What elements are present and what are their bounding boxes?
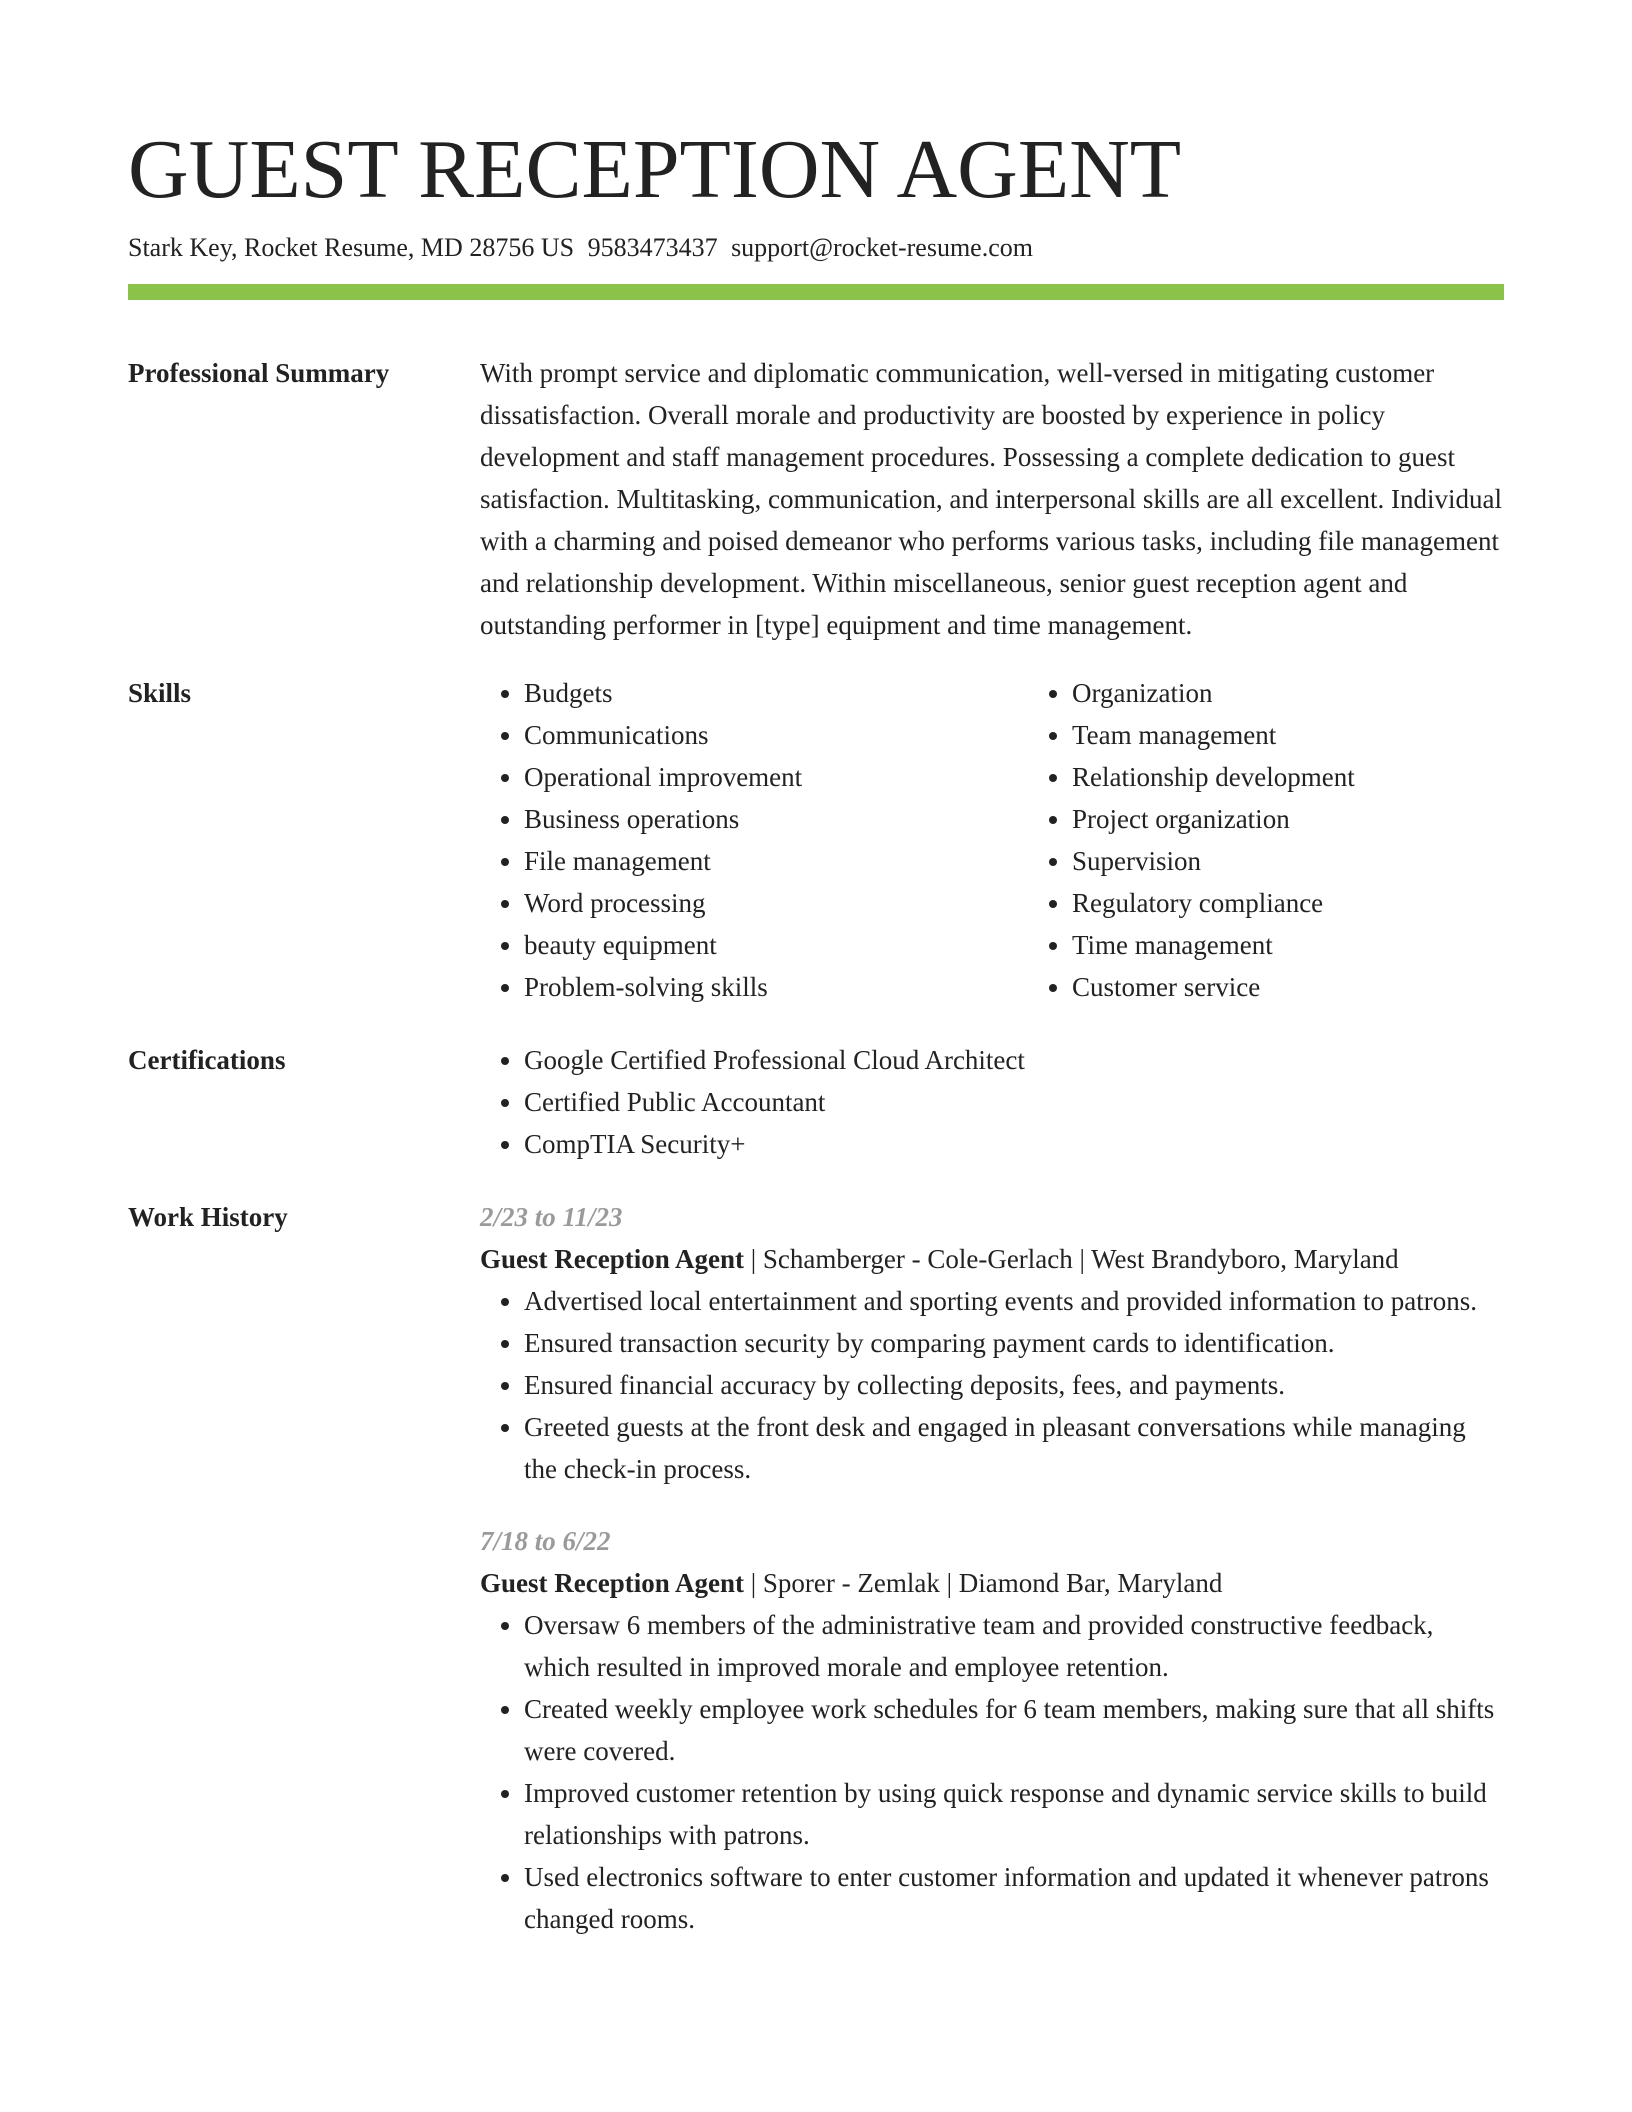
accent-divider — [128, 284, 1504, 300]
certification-item: • Certified Public Accountant — [524, 1081, 1504, 1123]
contact-line — [128, 230, 1504, 266]
job-title: Guest Reception Agent — [480, 1244, 744, 1274]
summary-text: With prompt service and diplomatic communication, well-versed in mitigating customer dissatisfaction. Overall morale and productivity are boosted by experience in policy development and staff management procedures. Possessing a complete dedication to guest satisfaction. Multitasking, communication, and interpersonal skills are all excellent. Individual with a charming and poised demeanor who performs various tasks, including file management and relationship development. Within miscellaneous, senior guest reception agent and outstanding performer in [type] equipment and time management. — [480, 358, 1502, 640]
resume-name: GUEST RECEPTION AGENT — [128, 123, 1182, 216]
certifications-list — [480, 1039, 1504, 1165]
job-details: | Sporer - Zemlak | Diamond Bar, Maryland — [743, 1568, 1223, 1598]
job-title: Guest Reception Agent — [480, 1568, 744, 1598]
skill-item: • beauty equipment — [524, 924, 1028, 966]
skill-item: • Problem-solving skills — [524, 966, 1028, 1008]
job-duty-item: • Ensured financial accuracy by collecting deposits, fees, and payments. — [524, 1364, 1504, 1406]
job-duty-item: • Used electronics software to enter customer information and updated it whenever patrons changed rooms. — [524, 1856, 1504, 1940]
skill-item: • File management — [524, 840, 1028, 882]
section-title-work-history: Work History — [128, 1202, 288, 1232]
job-dates: 7/18 to 6/22 — [480, 1526, 611, 1556]
certification-item: • CompTIA Security+ — [524, 1123, 1504, 1165]
contact-phone: 9583473437 — [587, 233, 718, 262]
skill-item: • Operational improvement — [524, 756, 1028, 798]
contact-email: support@rocket-resume.com — [731, 233, 1033, 262]
section-title-summary: Professional Summary — [128, 358, 390, 388]
skill-item: • Word processing — [524, 882, 1028, 924]
skills-list-right — [1028, 672, 1504, 1008]
certifications-body — [480, 1039, 1504, 1165]
summary-body — [480, 352, 1504, 646]
job-duties-list — [480, 1280, 1504, 1490]
skill-item: • Communications — [524, 714, 1028, 756]
skills-section — [128, 672, 1504, 1008]
skill-item: • Customer service — [1072, 966, 1504, 1008]
skill-item: • Business operations — [524, 798, 1028, 840]
skill-item: • Relationship development — [1072, 756, 1504, 798]
skill-item: • Project organization — [1072, 798, 1504, 840]
skill-item: • Budgets — [524, 672, 1028, 714]
job-duty-item: • Greeted guests at the front desk and engaged in pleasant conversations while managing the check-in process. — [524, 1406, 1504, 1490]
skill-item: • Time management — [1072, 924, 1504, 966]
section-title-skills: Skills — [128, 678, 192, 708]
certifications-section — [128, 1039, 1504, 1165]
job-heading — [480, 1562, 1504, 1604]
skills-list-left — [480, 672, 1028, 1008]
job-duty-item: • Ensured transaction security by comparing payment cards to identification. — [524, 1322, 1504, 1364]
skill-item: • Team management — [1072, 714, 1504, 756]
job-heading — [480, 1238, 1504, 1280]
job-duty-item: • Improved customer retention by using quick response and dynamic service skills to build relationships with patrons. — [524, 1772, 1504, 1856]
job-details: | Schamberger - Cole-Gerlach | West Brandyboro, Maryland — [743, 1244, 1399, 1274]
certification-item: • Google Certified Professional Cloud Architect — [524, 1039, 1504, 1081]
skill-item: • Regulatory compliance — [1072, 882, 1504, 924]
job-entry — [480, 1196, 1504, 1490]
summary-section — [128, 352, 1504, 646]
skill-item: • Organization — [1072, 672, 1504, 714]
skills-grid — [480, 672, 1504, 1008]
section-title-certifications: Certifications — [128, 1045, 286, 1075]
job-duty-item: • Created weekly employee work schedules for 6 team members, making sure that all shifts were covered. — [524, 1688, 1504, 1772]
work-history-section — [128, 1196, 1504, 1940]
job-duty-item: • Oversaw 6 members of the administrative team and provided constructive feedback, which resulted in improved morale and employee retention. — [524, 1604, 1504, 1688]
job-duties-list — [480, 1604, 1504, 1940]
skill-item: • Supervision — [1072, 840, 1504, 882]
job-dates: 2/23 to 11/23 — [480, 1202, 623, 1232]
resume-page — [128, 120, 1504, 1940]
job-entry — [480, 1520, 1504, 1940]
job-duty-item: • Advertised local entertainment and sporting events and provided information to patrons. — [524, 1280, 1504, 1322]
work-history-body — [480, 1196, 1504, 1940]
contact-address: Stark Key, Rocket Resume, MD 28756 US — [128, 233, 575, 262]
